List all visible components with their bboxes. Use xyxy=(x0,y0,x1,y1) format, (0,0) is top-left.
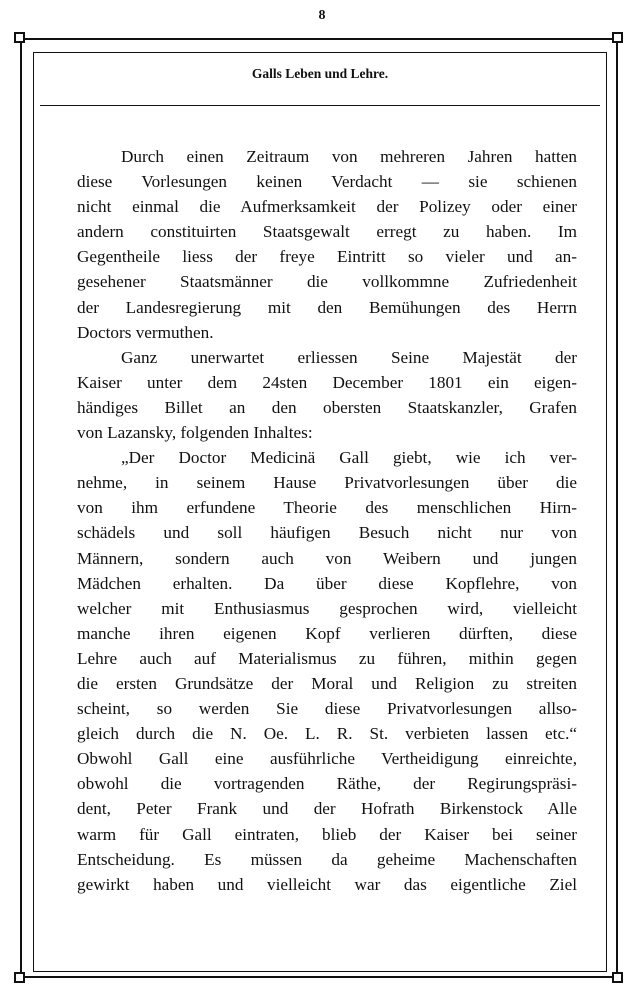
corner-ornament-top-left xyxy=(14,32,25,43)
text-line: von ihm erfundene Theorie des menschlichen Hirn- xyxy=(77,498,577,518)
body-text xyxy=(77,144,577,897)
text-line: scheint, so werden Sie diese Privatvorlesungen allso- xyxy=(77,699,577,719)
running-head: Galls Leben und Lehre. xyxy=(251,66,389,81)
text-line: Durch einen Zeitraum von mehreren Jahren hatten xyxy=(121,147,577,166)
text-line: Mädchen erhalten. Da über diese Kopflehre, von xyxy=(77,573,577,593)
text-line: warm für Gall eintraten, blieb der Kaiser bei seiner xyxy=(77,824,577,844)
text-line: Ganz unerwartet erliessen Seine Majestät der xyxy=(121,347,577,367)
text-line: schädels und soll häufigen Besuch nicht nur von xyxy=(77,523,577,543)
text-line: die ersten Grundsätze der Moral und Religion zu streiten xyxy=(77,673,577,693)
text-line: Lehre auch auf Materialismus zu führen, mithin gegen xyxy=(77,648,577,668)
text-line: Obwohl Gall eine ausführliche Vertheidigung einreichte, xyxy=(77,749,577,769)
text-line: gesehener Staatsmänner die vollkommne Zufriedenheit xyxy=(77,272,577,292)
text-line: andern constituirten Staatsgewalt erregt zu haben. Im xyxy=(77,222,577,242)
text-line: gewirkt haben und vielleicht war das eigentliche Ziel xyxy=(77,874,577,894)
text-line: nicht einmal die Aufmerksamkeit der Polizey oder einer xyxy=(77,197,577,217)
text-line: Entscheidung. Es müssen da geheime Machenschaften xyxy=(77,849,577,869)
text-line: Kaiser unter dem 24sten December 1801 ein eigen- xyxy=(77,372,577,392)
text-line: Gegentheile liess der freye Eintritt so vieler und an- xyxy=(77,247,577,267)
text-line: von Lazansky, folgenden Inhaltes: xyxy=(77,423,313,443)
text-line: der Landesregierung mit den Bemühungen des Herrn xyxy=(77,297,577,317)
text-line: welcher mit Enthusiasmus gesprochen wird, vielleicht xyxy=(77,598,577,618)
corner-ornament-top-right xyxy=(612,32,623,43)
text-line: „Der Doctor Medicinä Gall giebt, wie ich ver- xyxy=(121,448,577,468)
text-line: Männern, sondern auch von Weibern und jungen xyxy=(77,548,577,568)
corner-ornament-bottom-right xyxy=(612,972,623,983)
running-head-rule xyxy=(40,105,600,106)
text-line: obwohl die vortragenden Räthe, der Regirungspräsi- xyxy=(77,774,577,794)
page-number: 8 xyxy=(318,8,326,23)
text-line: diese Vorlesungen keinen Verdacht — sie schienen xyxy=(77,172,577,192)
text-line: Doctors vermuthen. xyxy=(77,322,214,342)
text-line: nehme, in seinem Hause Privatvorlesungen über die xyxy=(77,473,577,493)
text-line: dent, Peter Frank und der Hofrath Birkenstock Alle xyxy=(77,799,577,819)
text-line: manche ihren eigenen Kopf verlieren dürften, diese xyxy=(77,623,577,643)
text-line: händiges Billet an den obersten Staatskanzler, Grafen xyxy=(77,397,577,417)
text-line: gleich durch die N. Oe. L. R. St. verbieten lassen etc.“ xyxy=(77,724,577,744)
corner-ornament-bottom-left xyxy=(14,972,25,983)
